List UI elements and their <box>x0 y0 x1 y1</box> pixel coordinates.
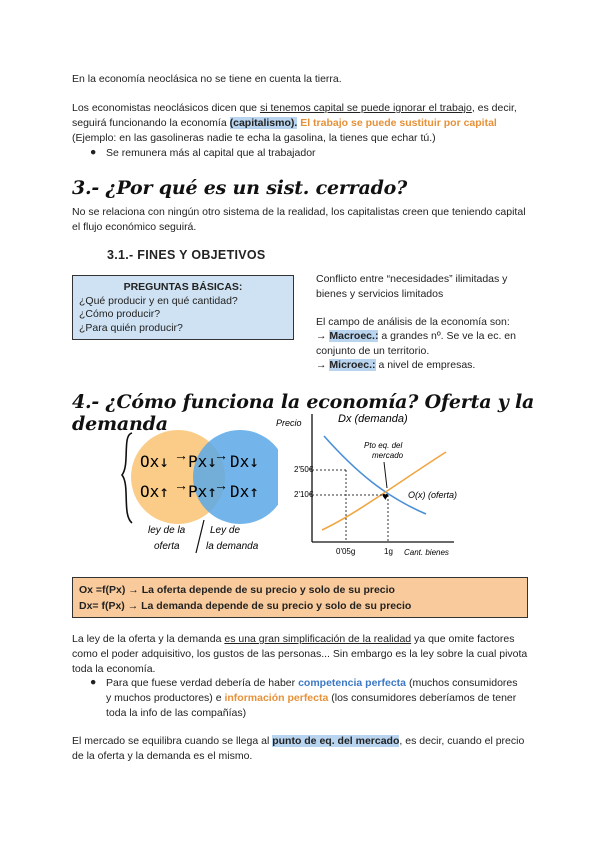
row1-a: Ox↓ <box>140 452 169 471</box>
text: Los economistas neoclásicos dicen que <box>72 102 260 114</box>
price-tick: 2'50€ <box>294 465 314 474</box>
macro-label: Macroec.: <box>329 330 379 342</box>
x-axis-label: Cant. bienes <box>404 548 449 557</box>
text: ya que omite factores como el poder adquisitivo, los gustos de las personas... Sin embargo es la ley sobre la cual pivota toda la economía. <box>72 633 528 675</box>
caption: ley de la <box>148 525 186 536</box>
arrow-icon: → <box>214 477 228 493</box>
bullet-icon: ● <box>90 676 97 688</box>
arrow-icon: → <box>316 359 327 371</box>
function-box <box>72 577 528 618</box>
analysis-text: El campo de análisis de la economía son: <box>316 316 510 328</box>
highlight-capitalismo: (capitalismo). <box>229 117 298 129</box>
slash-divider <box>196 520 204 553</box>
question: ¿Para quién producir? <box>79 321 183 334</box>
highlight-equilibrium: punto de eq. del mercado <box>272 735 400 747</box>
orange-emphasis: El trabajo se puede sustituir por capital <box>297 117 497 129</box>
arrow-icon: → <box>214 447 228 463</box>
text: La ley de la oferta y la demanda <box>72 633 225 645</box>
function-line: Dx= f(Px) → La demanda depende de su precio y solo de su precio <box>79 600 412 612</box>
micro-line <box>316 358 534 373</box>
box-title: PREGUNTAS BÁSICAS: <box>123 281 243 293</box>
function-line: Ox =f(Px) → La oferta depende de su precio y solo de su precio <box>79 584 395 596</box>
bullet-text: Se remunera más al capital que al trabajador <box>106 147 316 159</box>
orange-emphasis: información perfecta <box>224 692 329 704</box>
text: El mercado se equilibra cuando se llega al <box>72 735 273 747</box>
supply-demand-law-diagram <box>118 425 278 565</box>
caption: la demanda <box>206 541 259 552</box>
arrow-icon: → <box>316 330 327 342</box>
row1-c: Dx↓ <box>230 452 259 471</box>
arrow-icon: → <box>174 477 188 493</box>
qty-tick: 1g <box>384 547 393 556</box>
y-axis-label: Precio <box>276 418 302 428</box>
row2-c: Dx↑ <box>230 482 259 501</box>
intro-line: En la economía neoclásica no se tiene en cuenta la tierra. <box>72 73 342 85</box>
pointer-line <box>384 462 387 488</box>
demand-label: Dx (demanda) <box>338 413 408 425</box>
basic-questions-box <box>72 275 294 340</box>
conflict-text: Conflicto entre “necesidades” ilimitadas y bienes y servicios limitados <box>316 273 508 300</box>
bullet-icon: ● <box>90 146 97 158</box>
text: (los consumidores deberíamos de tener toda la info de las compañías) <box>106 692 517 719</box>
text: (Ejemplo: en las gasolineras nadie te echa la gasolina, la tienes que echar tú.) <box>72 132 436 144</box>
eq-label: mercado <box>372 451 404 460</box>
section3-text: No se relaciona con ningún otro sistema de la realidad, los capitalistas creen que teniendo capital el flujo económico seguirá. <box>72 206 526 233</box>
price-tick: 2'10€ <box>294 490 314 499</box>
section31-title: 3.1.- FINES Y OBJETIVOS <box>107 248 266 262</box>
supply-demand-graph <box>276 402 460 558</box>
blue-emphasis: competencia perfecta <box>298 677 407 689</box>
brace-icon <box>122 433 132 523</box>
question: ¿Cómo producir? <box>79 308 161 320</box>
section4-title: 4.- ¿Cómo funciona la economía? Oferta y la demanda <box>72 391 535 435</box>
text: Para que fuese verdad debería de haber <box>106 677 299 689</box>
caption: oferta <box>154 541 180 552</box>
underlined-text: es una gran simplificación de la realidad <box>224 633 412 645</box>
question: ¿Qué producir y en qué cantidad? <box>79 294 238 307</box>
underlined-text: si tenemos capital se puede ignorar el trabajo <box>259 102 472 114</box>
bullet-text <box>106 676 524 721</box>
text: , es decir, seguirá funcionando la economía <box>72 102 517 129</box>
micro-text: a nivel de empresas. <box>375 359 476 371</box>
row2-b: Px↑ <box>188 482 217 501</box>
text: , es decir, cuando el precio de la oferta y la demanda es el mismo. <box>72 735 525 762</box>
law-paragraph <box>72 632 530 677</box>
macro-line <box>316 329 534 359</box>
macro-text: a grandes nº. Se ve la ec. en conjunto de un territorio. <box>316 330 516 357</box>
qty-tick: 0'05g <box>336 547 356 556</box>
row1-b: Px↓ <box>188 452 217 471</box>
text: (muchos consumidores y muchos productores) e <box>106 677 518 704</box>
micro-label: Microec.: <box>329 359 376 371</box>
supply-label: O(x) (oferta) <box>408 490 458 500</box>
intro-paragraph <box>72 101 530 146</box>
section3-title: 3.- ¿Por qué es un sist. cerrado? <box>72 177 408 199</box>
row2-a: Ox↑ <box>140 482 169 501</box>
heart-icon: ♥ <box>382 491 389 503</box>
equilibrium-paragraph <box>72 734 530 764</box>
caption: Ley de <box>210 525 241 536</box>
eq-label: Pto eq. del <box>364 441 403 450</box>
arrow-icon: → <box>174 447 188 463</box>
